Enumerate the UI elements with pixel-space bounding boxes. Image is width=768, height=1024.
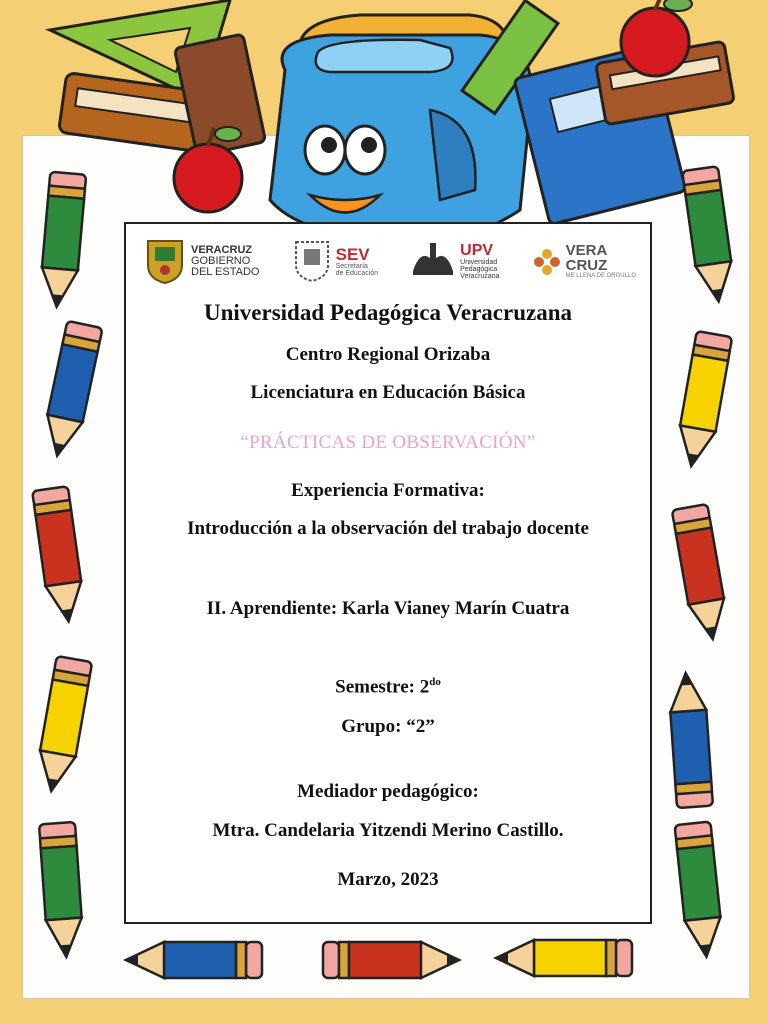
pencil-red	[672, 504, 731, 642]
pencil-blue	[668, 672, 713, 808]
sev-shield-icon	[293, 239, 331, 283]
pencil-red	[32, 486, 86, 624]
semester-suffix: do	[429, 676, 441, 688]
veracruz-government-logo	[144, 237, 259, 285]
pencil-green	[39, 822, 84, 958]
pencil-yellow	[496, 940, 632, 976]
experience-label: Experiencia Formativa:	[291, 480, 485, 501]
pencil-green	[682, 166, 736, 304]
group: Grupo: “2”	[341, 716, 435, 737]
logo-text-line: CRUZ	[565, 257, 608, 274]
veracruz-flower-icon	[533, 246, 561, 276]
semester	[126, 676, 650, 698]
mediator-name: Mtra. Candelaria Yitzendi Merino Castillo.	[212, 820, 564, 841]
pencil-red	[323, 942, 459, 978]
logo-text-line: SEV	[335, 244, 370, 264]
pencil-green	[675, 822, 725, 959]
sev-logo	[293, 239, 378, 283]
logo-text-line: DEL ESTADO	[191, 265, 260, 278]
pencil-yellow	[674, 331, 733, 469]
veracruz-brand-logo	[533, 243, 636, 279]
student-name: II. Aprendiente: Karla Vianey Marín Cuatra	[206, 598, 570, 619]
veracruz-shield-icon	[144, 237, 186, 285]
project-title: “PRÁCTICAS DE OBSERVACIÓN”	[240, 432, 536, 453]
document-date: Marzo, 2023	[337, 869, 439, 890]
upv-logo	[411, 241, 499, 281]
degree-program: Licenciatura en Educación Básica	[250, 382, 526, 403]
logo-text-line: GOBIERNO	[191, 254, 251, 267]
pencil-green	[39, 172, 87, 309]
logo-text-line: Pedagógica	[460, 265, 498, 273]
logo-text-line: VERACRUZ	[191, 243, 253, 256]
university-name: Universidad Pedagógica Veracruzana	[204, 300, 572, 325]
regional-center: Centro Regional Orizaba	[285, 344, 491, 365]
logo-strip	[144, 232, 636, 290]
logo-text-line: de Educación	[335, 269, 379, 277]
logo-text-line: ME LLENA DE ORGULLO	[565, 273, 636, 279]
semester-label: Semestre: 2	[335, 676, 430, 698]
logo-text-line: Secretaría	[335, 262, 368, 270]
pencil-yellow	[34, 656, 93, 794]
apple-right	[621, 0, 692, 76]
mediator-label: Mediador pedagógico:	[297, 781, 479, 802]
logo-text-line: Universidad	[460, 258, 498, 266]
pencil-blue	[40, 321, 103, 460]
upv-emblem-icon	[411, 241, 455, 281]
cover-card	[124, 222, 652, 924]
logo-text-line: UPV	[460, 241, 494, 259]
logo-text-line: Veracruzana	[460, 272, 500, 280]
experience-name: Introducción a la observación del trabajo docente	[187, 518, 589, 539]
pencil-blue	[126, 942, 262, 978]
logo-text-line: VERA	[565, 242, 608, 259]
